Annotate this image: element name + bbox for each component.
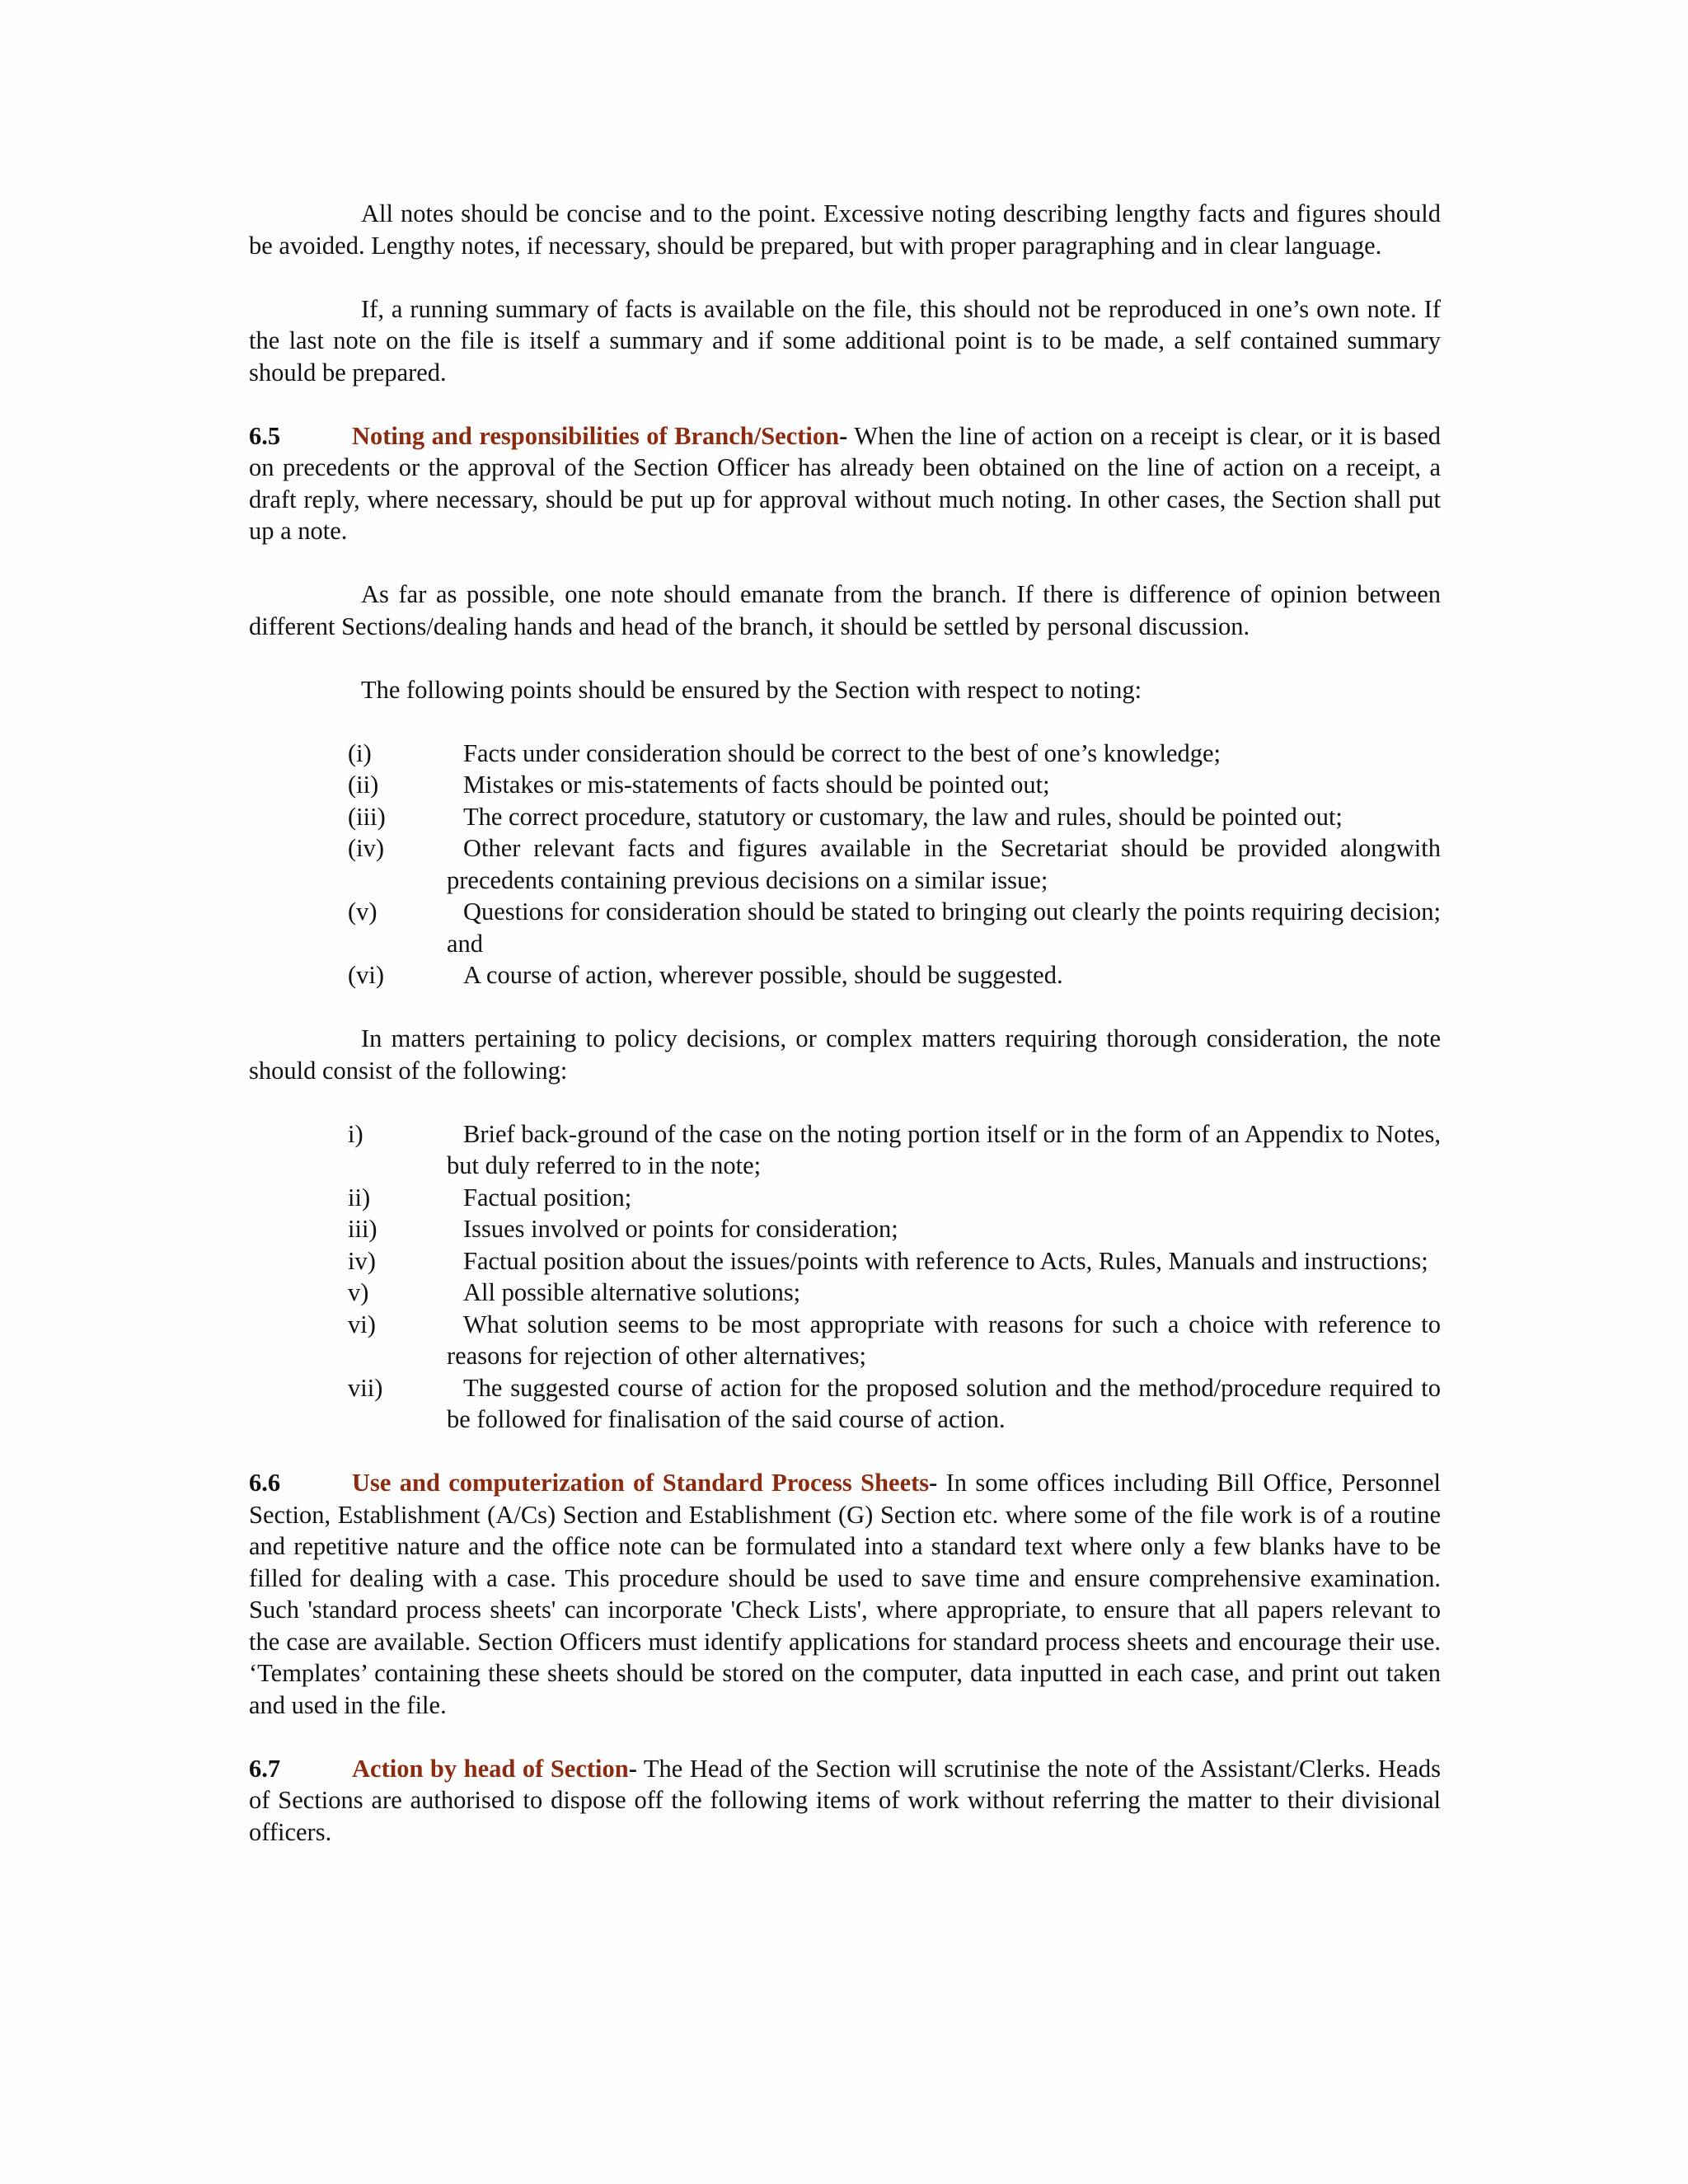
noting-points-list xyxy=(249,738,1441,991)
section-dash: - xyxy=(839,421,848,450)
list-item xyxy=(249,801,1441,833)
section-dash: - xyxy=(628,1754,637,1783)
list-marker: (ii) xyxy=(348,771,379,799)
section-6-7 xyxy=(249,1753,1441,1849)
list-item-text: Facts under consideration should be correct to the best of one’s knowledge; xyxy=(463,738,1221,767)
paragraph-difference-of-opinion: As far as possible, one note should emanate from the branch. If there is difference of opinion between different Sections/dealing hands and head of the branch, it should be settled by personal discussion. xyxy=(249,580,1441,640)
list-item-text: Other relevant facts and figures available in the Secretariat should be provided alongwith precedents containing previous decisions on a similar issue; xyxy=(447,834,1441,894)
list-item-text: Questions for consideration should be stated to bringing out clearly the points requiring decision; and xyxy=(447,898,1441,958)
paragraph-policy-intro: In matters pertaining to policy decisions, or complex matters requiring thorough consideration, the note should consist of the following: xyxy=(249,1024,1441,1085)
list-item-text: The correct procedure, statutory or customary, the law and rules, should be pointed out; xyxy=(463,802,1343,831)
list-marker: (iii) xyxy=(348,802,386,831)
list-item-text: All possible alternative solutions; xyxy=(463,1278,801,1306)
list-marker: (vi) xyxy=(348,961,385,989)
section-title: Action by head of Section xyxy=(352,1754,629,1783)
paragraph-points-intro: The following points should be ensured by the Section with respect to noting: xyxy=(361,675,1142,704)
policy-items-list xyxy=(249,1118,1441,1436)
section-6-6 xyxy=(249,1467,1441,1721)
list-marker: vii) xyxy=(348,1373,383,1402)
list-item-text: What solution seems to be most appropriate with reasons for such a choice with reference to reasons for rejection of other alternatives; xyxy=(447,1310,1441,1370)
list-marker: iii) xyxy=(348,1215,377,1243)
list-item xyxy=(249,769,1441,801)
list-marker: (v) xyxy=(348,898,377,926)
section-title: Use and computerization of Standard Process Sheets xyxy=(352,1469,930,1497)
list-marker: vi) xyxy=(348,1310,376,1338)
list-item xyxy=(249,896,1441,959)
list-item xyxy=(249,738,1441,770)
paragraph-concise-notes: All notes should be concise and to the point. Excessive noting describing lengthy facts and figures should be avoided. Lengthy notes, if necessary, should be prepared, but with proper paragraphing and in clear language. xyxy=(249,199,1441,260)
section-number: 6.7 xyxy=(249,1754,281,1783)
list-marker: (iv) xyxy=(348,834,385,862)
list-item-text: Brief back-ground of the case on the noting portion itself or in the form of an Appendix to Notes, but duly referred to in the note; xyxy=(447,1119,1441,1179)
list-item-text: Issues involved or points for consideration; xyxy=(463,1215,898,1243)
list-item-text: The suggested course of action for the proposed solution and the method/procedure required to be followed for finalisation of the said course of action. xyxy=(447,1373,1441,1433)
document-page xyxy=(249,198,1441,1880)
list-item xyxy=(249,1372,1441,1436)
list-item xyxy=(249,1118,1441,1182)
list-marker: ii) xyxy=(348,1183,371,1212)
list-marker: v) xyxy=(348,1278,369,1306)
list-item xyxy=(249,1309,1441,1372)
section-6-5 xyxy=(249,420,1441,547)
list-marker: iv) xyxy=(348,1246,376,1275)
list-item xyxy=(249,959,1441,991)
list-item-text: Mistakes or mis-statements of facts should be pointed out; xyxy=(463,771,1050,799)
section-body: The Head of the Section will scrutinise the note of the Assistant/Clerks. Heads of Sections are authorised to dispose off the following items of work without referring the matter to their divisional officers. xyxy=(249,1754,1442,1846)
list-item xyxy=(249,832,1441,896)
list-item-text: Factual position; xyxy=(463,1183,632,1212)
list-marker: i) xyxy=(348,1119,363,1148)
paragraph-running-summary: If, a running summary of facts is available on the file, this should not be reproduced in one’s own note. If the last note on the file is itself a summary and if some additional point is to be made, a self contained summary should be prepared. xyxy=(249,294,1441,387)
section-body: In some offices including Bill Office, Personnel Section, Establishment (A/Cs) Section and Establishment (G) Section etc. where some of the file work is of a routine and repetitive nature and the office note can be formulated into a standard text where only a few blanks have to be filled for dealing with a case. This procedure should be used to save time and ensure comprehensive examination. Such 'standard process sheets' can incorporate 'Check Lists', where appropriate, to ensure that all papers relevant to the case are available. Section Officers must identify applications for standard process sheets and encourage their use. ‘Templates’ containing these sheets should be stored on the computer, data inputted in each case, and print out taken and used in the file. xyxy=(249,1469,1441,1719)
list-marker: (i) xyxy=(348,738,372,767)
section-number: 6.6 xyxy=(249,1469,281,1497)
list-item xyxy=(249,1182,1441,1214)
list-item-text: Factual position about the issues/points with reference to Acts, Rules, Manuals and instructions; xyxy=(463,1246,1428,1275)
section-title: Noting and responsibilities of Branch/Section xyxy=(352,421,840,450)
list-item xyxy=(249,1213,1441,1245)
list-item xyxy=(249,1277,1441,1309)
section-number: 6.5 xyxy=(249,421,281,450)
section-body: When the line of action on a receipt is clear, or it is based on precedents or the approval of the Section Officer has already been obtained on the line of action on a receipt, a draft reply, where necessary, should be put up for approval without much noting. In other cases, the Section shall put up a note. xyxy=(249,421,1441,545)
section-dash: - xyxy=(929,1469,938,1497)
list-item xyxy=(249,1245,1441,1277)
list-item-text: A course of action, wherever possible, should be suggested. xyxy=(463,961,1063,989)
